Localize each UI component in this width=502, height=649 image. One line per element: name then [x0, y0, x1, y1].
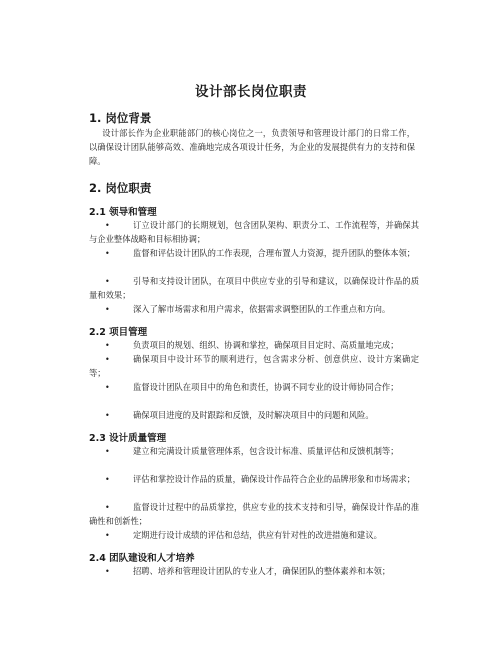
list-item: • 定期进行设计成绩的评估和总结，供应有针对性的改进措施和建议。	[89, 529, 419, 543]
list-item: • 确保项目进度的及时跟踪和反馈，及时解决项目中的问题和风险。	[89, 409, 419, 423]
document-title: 设计部长岗位职责	[195, 84, 307, 100]
list-item: • 确保项目中设计环节的顺利进行，包含需求分析、创意供应、设计方案确定等；	[89, 354, 419, 378]
bullet-icon: •	[105, 341, 110, 350]
list-item: • 深入了解市场需求和用户需求，依据需求调整团队的工作重点和方向。	[89, 303, 419, 317]
bullet-icon: •	[105, 221, 110, 230]
bullet-icon: •	[105, 277, 110, 286]
list-item: • 订立设计部门的长期规划，包含团队架构、职责分工、工作流程等，并确保其与企业整体战略和目标相协调；	[89, 220, 419, 244]
list-item: • 监督和评估设计团队的工作表现，合理布置人力资源，提升团队的整体本领；	[89, 247, 419, 261]
background-paragraph: 设计部长作为企业职能部门的核心岗位之一，负责领导和管理设计部门的日常工作，以确保设计团队能够高效、准确地完成各项设计任务，为企业的发展提供有力的支持和保障。	[89, 128, 415, 166]
bullet-icon: •	[105, 305, 110, 314]
list-item: • 负责项目的规划、组织、协调和掌控，确保项目目定时、高质量地完成；	[89, 339, 419, 353]
bullet-icon: •	[105, 475, 110, 484]
bullet-icon: •	[105, 447, 110, 456]
bullet-icon: •	[105, 503, 110, 512]
section-heading-responsibilities: 2. 岗位职责	[89, 181, 152, 195]
list-item: • 评估和掌控设计作品的质量，确保设计作品符合企业的品牌形象和市场需求；	[89, 473, 419, 487]
list-item: • 引导和支持设计团队，在项目中供应专业的引导和建议，以确保设计作品的质量和效果；	[89, 276, 419, 300]
bullet-icon: •	[105, 249, 110, 258]
list-item: • 监督设计团队在项目中的角色和责任，协调不同专业的设计师协同合作；	[89, 381, 419, 395]
bullet-icon: •	[105, 383, 110, 392]
list-item: • 监督设计过程中的品质掌控，供应专业的技术支持和引导，确保设计作品的准确性和创新性；	[89, 502, 419, 526]
list-item: • 建立和完满设计质量管理体系，包含设计标准、质量评估和反馈机制等；	[89, 445, 419, 459]
subsection-heading-team-building: 2.4 团队建设和人才培养	[89, 553, 195, 564]
list-item: • 招聘、培养和管理设计团队的专业人才，确保团队的整体素养和本领；	[89, 565, 419, 579]
section-heading-background: 1. 岗位背景	[89, 111, 152, 125]
bullet-icon: •	[105, 355, 110, 364]
subsection-heading-project-management: 2.2 项目管理	[89, 327, 148, 338]
subsection-heading-leadership: 2.1 领导和管理	[89, 207, 157, 218]
bullet-icon: •	[105, 531, 110, 540]
bullet-icon: •	[105, 411, 110, 420]
subsection-heading-quality-management: 2.3 设计质量管理	[89, 433, 167, 444]
bullet-icon: •	[105, 567, 110, 576]
